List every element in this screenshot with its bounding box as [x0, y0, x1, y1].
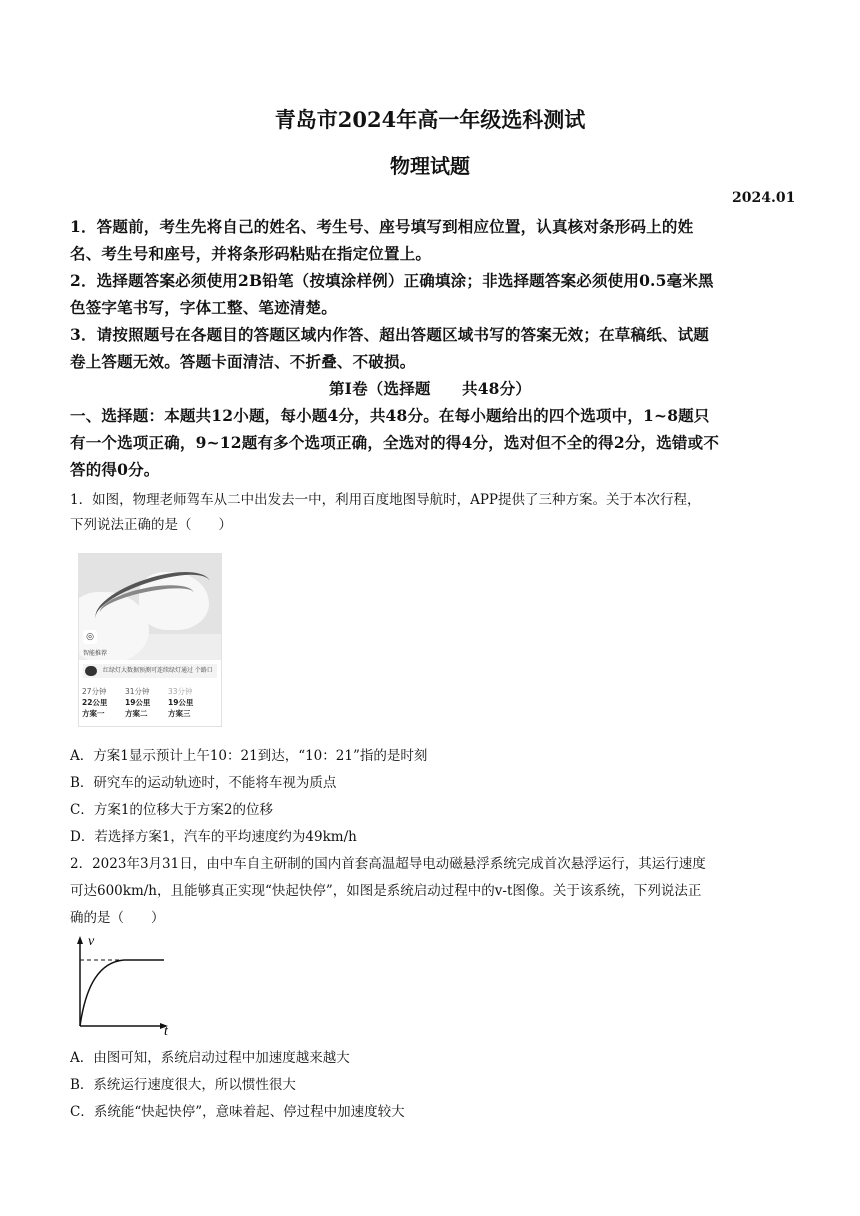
graph-v-label: v: [88, 934, 95, 949]
q2-option-b: B．系统运行速度很大，所以惯性很大: [70, 1077, 296, 1093]
plan-2-distance: 19公里: [125, 698, 151, 707]
q1-option-d: D．若选择方案1，汽车的平均速度约为49km/h: [70, 829, 357, 845]
plan-2-time: 31分钟: [125, 687, 150, 696]
graph-v-axis-arrow: [77, 936, 83, 944]
instruction-3-line1: 3．请按照题号在各题目的答题区域内作答、超出答题区域书写的答案无效；在草稿纸、试题: [70, 325, 709, 344]
q1-option-b: B．研究车的运动轨迹时，不能将车视为质点: [70, 775, 337, 791]
graph-t-label: t: [164, 1024, 168, 1036]
section-title: 第Ⅰ卷（选择题 共48分）: [328, 379, 532, 398]
instruction-3-line2: 卷上答题无效。答题卡面清洁、不折叠、不破损。: [70, 352, 416, 371]
q2-stem-line2: 可达600km/h，且能够真正实现“快起快停”，如图是系统启动过程中的v-t图像。关于该系统，下列说法正: [70, 883, 702, 899]
map-smart-recommend: 智能推荐: [83, 650, 108, 657]
plan-2-name: 方案二: [125, 709, 148, 718]
q1-stem-line2: 下列说法正确的是（ ）: [70, 517, 232, 533]
q2-option-c: C．系统能“快起快停”，意味着起、停过程中加速度较大: [70, 1104, 405, 1120]
q1-stem-line1: 1．如图，物理老师驾车从二中出发去一中，利用百度地图导航时，APP提供了三种方案。关于本次行程，: [70, 492, 701, 508]
exam-date: 2024.01: [732, 190, 796, 206]
plan-3-time: 33分钟: [168, 687, 193, 696]
traffic-light-icon: [85, 666, 97, 676]
locate-icon: ◎: [83, 630, 97, 644]
instruction-2-line2: 色签字笔书写，字体工整、笔迹清楚。: [70, 298, 337, 317]
instruction-1-line1: 1．答题前，考生先将自己的姓名、考生号、座号填写到相应位置，认真核对条形码上的姓: [70, 217, 694, 236]
map-traffic-tip: 红绿灯大数据预测可连续绿灯通过 个路口: [83, 664, 217, 678]
page-title: 青岛市2024年高一年级选科测试: [274, 107, 586, 132]
q1-option-c: C．方案1的位移大于方案2的位移: [70, 802, 274, 818]
q2-option-a: A．由图可知，系统启动过程中加速度越来越大: [70, 1050, 350, 1066]
graph-vt-curve: [80, 960, 164, 1026]
q1-option-a: A．方案1显示预计上午10：21到达，“10：21”指的是时刻: [70, 748, 428, 764]
q2-stem-line1: 2．2023年3月31日，由中车自主研制的国内首套高温超导电动磁悬浮系统完成首次悬浮运行，其运行速度: [70, 856, 706, 872]
plan-3-name: 方案三: [168, 709, 191, 718]
instruction-1-line2: 名、考生号和座号，并将条形码粘贴在指定位置上。: [70, 244, 432, 263]
map-plan-2: [125, 686, 165, 719]
plan-1-name: 方案一: [82, 709, 105, 718]
plan-1-distance: 22公里: [82, 698, 108, 707]
page-subtitle: 物理试题: [390, 154, 470, 178]
section-intro-line1: 一、选择题：本题共12小题，每小题4分，共48分。在每小题给出的四个选项中，1~8题只: [70, 406, 710, 425]
section-intro-line3: 答的得0分。: [70, 460, 160, 479]
section-intro-line2: 有一个选项正确，9~12题有多个选项正确，全选对的得4分，选对但不全的得2分，选错或不: [70, 433, 720, 452]
plan-3-distance: 19公里: [168, 698, 194, 707]
q1-navigation-map-image: [78, 553, 222, 727]
plan-1-time: 27分钟: [82, 687, 107, 696]
instruction-2-line1: 2．选择题答案必须使用2B铅笔（按填涂样例）正确填涂；非选择题答案必须使用0.5毫米黑: [70, 271, 714, 290]
q2-stem-line3: 确的是（ ）: [70, 910, 165, 926]
map-plan-1: [82, 686, 122, 719]
map-plan-3: [168, 686, 208, 719]
q2-vt-graph: [68, 932, 178, 1036]
